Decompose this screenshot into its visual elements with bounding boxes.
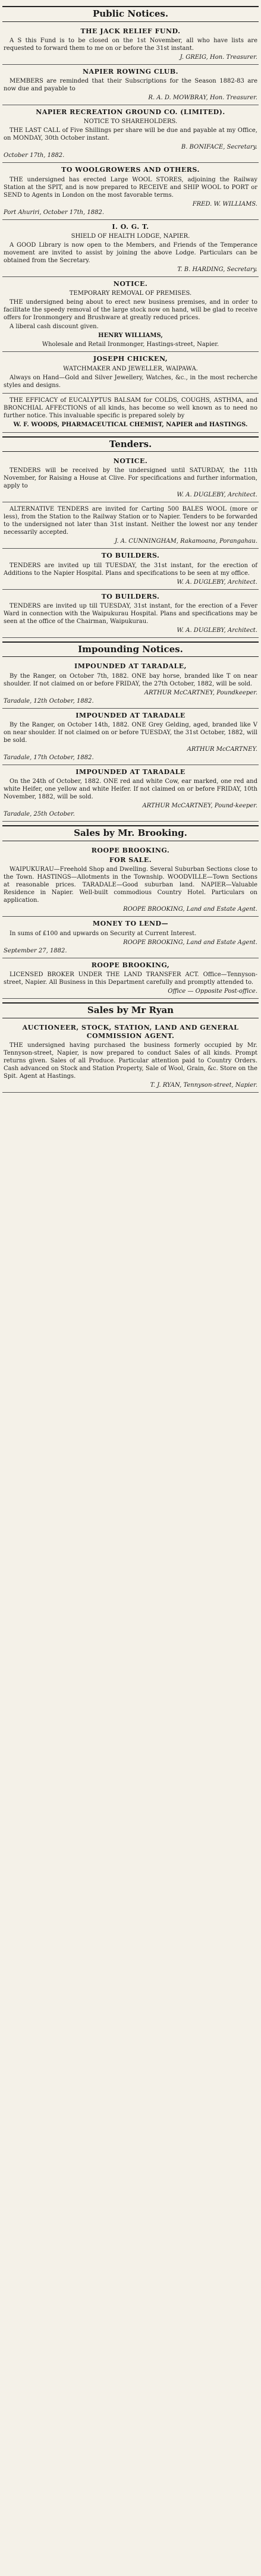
ad-signature: W. A. DUGLEBY, Architect. bbox=[177, 578, 257, 586]
newspaper-page bbox=[2, 0, 259, 1095]
ad-signature: T. J. RYAN, Tennyson-street, Napier. bbox=[150, 1082, 257, 1089]
brooking-header: Sales by Mr. Brooking. bbox=[2, 825, 259, 841]
ad-body: THE undersigned being about to erect new business premises, and in order to facilitate the speedy removal of the large stock now on hand, will be glad to receive offers for Ironmongery and Brushware at greatly reduced prices. bbox=[4, 299, 257, 322]
ad-title: IMPOUNDED AT TARADALE, bbox=[74, 662, 187, 671]
ad-date: Taradale, 17th October, 1882. bbox=[4, 754, 94, 762]
ad-body: A S this Fund is to be closed on the 1st November, all who have lists are requested to forward them to me on or before the 31st instant. bbox=[4, 37, 257, 52]
ad-body: TENDERS will be received by the undersigned until SATURDAY, the 11th November, for Raising a House at Clive. For specifications and further information, apply to bbox=[4, 467, 257, 490]
tender-bales-ad bbox=[2, 502, 259, 549]
ad-body: THE undersigned having purchased the business formerly occupied by Mr. Tennyson-street, Napier, is now prepared to conduct Sales of all kinds. Prompt returns given. Sales of all Produce. Particular attention paid to Country Orders. Cash advanced on Stock and Station Property, Sale of Wool, Grain, &c. Store on the Spit. Agent at Hastings. bbox=[4, 1042, 257, 1080]
ad-signature: ROOPE BROOKING, Land and Estate Agent. bbox=[123, 939, 257, 946]
jack-relief-ad bbox=[2, 24, 259, 65]
ad-signature: J. GREIG, Hon. Treasurer. bbox=[180, 54, 257, 61]
ad-date: September 27, 1882. bbox=[4, 947, 67, 954]
ad-title: MONEY TO LEND— bbox=[92, 920, 169, 928]
ad-title: ROOPE BROOKING. bbox=[91, 846, 170, 854]
ad-title: THE JACK RELIEF FUND. bbox=[80, 27, 181, 35]
tender-builders-2-ad bbox=[2, 590, 259, 638]
ad-body: TENDERS are invited up till TUESDAY, 31st instant, for the erection of a Fever Ward in connection with the Waipukurau Hospital. Plans and specifications may be seen at the office of the Chairman, Waipukurau. bbox=[4, 602, 257, 625]
tenders-header: Tenders. bbox=[2, 436, 259, 452]
ad-title: AUCTIONEER, STOCK, STATION, LAND AND GENERAL COMMISSION AGENT. bbox=[22, 1023, 239, 1040]
brooking-for-sale-ad bbox=[2, 844, 259, 917]
ad-signature: FRED. W. WILLIAMS. bbox=[192, 200, 257, 207]
ad-subtitle: FOR SALE. bbox=[109, 856, 152, 864]
ad-body: By the Ranger, on October 14th, 1882. ONE Grey Gelding, aged, branded like V on near shoulder. If not claimed on or before TUESDAY, the 31st October, 1882, will be sold. bbox=[4, 722, 257, 744]
ad-body: On the 24th of October, 1882. ONE red and white Cow, ear marked, one red and white Heifer, one yellow and white Heifer. If not claimed on or before FRIDAY, 10th November, 1882, will be sold. bbox=[4, 778, 257, 801]
ad-title: NOTICE. bbox=[113, 457, 148, 465]
ad-title: NAPIER RECREATION GROUND CO. (LIMITED). bbox=[36, 108, 225, 117]
ad-body: ALTERNATIVE TENDERS are invited for Carting 500 BALES WOOL (more or less), from the Station to the Railway Station or to Napier. Tenders to be forwarded to the undersigned not later than 31st instant. Neither the lowest nor any tender necessarily accepted. bbox=[4, 506, 257, 536]
ad-title: TO BUILDERS. bbox=[101, 552, 160, 560]
ad-body: THE EFFICACY of EUCALYPTUS BALSAM for COLDS, COUGHS, ASTHMA, and BRONCHIAL AFFECTIONS of all kinds, has become so well known as to need no further notice. This invaluable specific is prepared solely by bbox=[4, 397, 257, 419]
ad-title: ROOPE BROOKING, bbox=[91, 961, 170, 969]
public-notices-header: Public Notices. bbox=[2, 6, 259, 22]
ad-title: TO BUILDERS. bbox=[101, 592, 160, 600]
eucalyptus-ad bbox=[2, 394, 259, 433]
ad-body: MEMBERS are reminded that their Subscriptions for the Season 1882-83 are now due and payable to bbox=[4, 78, 257, 93]
ad-signature: ROOPE BROOKING, Land and Estate Agent. bbox=[123, 906, 257, 913]
ad-signature: W. A. DUGLEBY, Architect. bbox=[177, 627, 257, 634]
impounding-header: Impounding Notices. bbox=[2, 641, 259, 658]
ad-subtitle: TEMPORARY REMOVAL OF PREMISES. bbox=[69, 290, 192, 297]
tender-builders-1-ad bbox=[2, 549, 259, 589]
ad-signature: Office — Opposite Post-office. bbox=[168, 988, 257, 995]
ad-date: Port Ahuriri, October 17th, 1882. bbox=[4, 209, 105, 216]
ad-body: THE undersigned has erected Large WOOL STORES, adjoining the Railway Station at the SPIT, and is now prepared to RECEIVE and SHIP WOOL to PORT or SEND to Agents in London on the most favorable terms. bbox=[4, 176, 257, 199]
ad-subtitle: NOTICE TO SHAREHOLDERS. bbox=[83, 118, 178, 125]
ad-body: In sums of £100 and upwards on Security at Current Interest. bbox=[10, 930, 197, 937]
impound-3-ad bbox=[2, 765, 259, 822]
ad-signature: R. A. D. MOWBRAY, Hon. Treasurer. bbox=[148, 95, 257, 102]
ad-title: I. O. G. T. bbox=[112, 222, 149, 231]
ad-title: IMPOUNDED AT TARADALE bbox=[76, 711, 185, 719]
ad-body: A GOOD Library is now open to the Members, and Friends of the Temperance movement are invited to assist by joining the above Lodge. Particulars can be obtained from the Secretary. bbox=[4, 241, 257, 264]
temporary-removal-ad bbox=[2, 277, 259, 352]
ad-signature: ARTHUR McCARTNEY, Pound-keeper. bbox=[142, 803, 257, 810]
ad-signature: W. A. DUGLEBY, Architect. bbox=[177, 492, 257, 499]
ad-signature: ARTHUR McCARTNEY, Poundkeeper. bbox=[144, 689, 257, 696]
chicken-jeweller-ad bbox=[2, 352, 259, 393]
brooking-licensed-ad bbox=[2, 958, 259, 999]
ad-title: IMPOUNDED AT TARADALE bbox=[76, 768, 185, 776]
ad-signature: ARTHUR McCARTNEY. bbox=[187, 746, 257, 753]
ad-date: Taradale, 12th October, 1882. bbox=[4, 697, 94, 704]
ad-signature: B. BONIFACE, Secretary. bbox=[181, 144, 257, 151]
ad-body: Always on Hand—Gold and Silver Jewellery, Watches, &c., in the most recherche styles and designs. bbox=[4, 374, 257, 389]
ad-body: THE LAST CALL of Five Shillings per share will be due and payable at my Office, on MONDAY, 30th October instant. bbox=[4, 127, 257, 142]
ad-subtitle: SHIELD OF HEALTH LODGE, NAPIER. bbox=[71, 232, 190, 240]
tender-notice-ad bbox=[2, 454, 259, 502]
ad-body: TENDERS are invited up till TUESDAY, the 31st instant, for the erection of Additions to the Napier Hospital. Plans and specifications to be seen at my office. bbox=[4, 562, 257, 577]
ryan-header: Sales by Mr Ryan bbox=[2, 1002, 259, 1018]
ad-body: LICENSED BROKER UNDER THE LAND TRANSFER ACT. Office—Tennyson-street, Napier. All Business in this Department carefully and promptly attended to. bbox=[4, 971, 257, 986]
ad-title: NOTICE. bbox=[113, 279, 148, 288]
ad-signature: HENRY WILLIAMS, bbox=[98, 332, 163, 339]
ad-signature: J. A. CUNNINGHAM, Rakamoana, Porangahau. bbox=[115, 538, 257, 545]
ad-title: NAPIER ROWING CLUB. bbox=[83, 67, 178, 76]
ad-body: WAIPUKURAU—Freehold Shop and Dwelling. Several Suburban Sections close to the Town. HASTINGS—Allotments in the Township. WOODVILLE—Town Sections at reasonable prices. TARADALE—Good suburban land. NAPIER—Valuable Residence in Napier. Well-built commodious Country Hotel. Particulars on application. bbox=[4, 866, 257, 904]
impound-2-ad bbox=[2, 709, 259, 765]
ad-subtitle: WATCHMAKER AND JEWELLER, WAIPAWA. bbox=[63, 365, 198, 372]
ad-note: A liberal cash discount given. bbox=[10, 323, 99, 331]
ad-body: By the Ranger, on October 7th, 1882. ONE bay horse, branded like T on near shoulder. If not claimed on or before FRIDAY, the 27th October, 1882, will be sold. bbox=[4, 672, 257, 687]
ad-date: Taradale, 25th October. bbox=[4, 811, 75, 818]
recreation-ground-ad bbox=[2, 105, 259, 163]
impound-1-ad bbox=[2, 659, 259, 708]
brooking-money-ad bbox=[2, 917, 259, 958]
ad-sub-signature: Wholesale and Retail Ironmonger, Hastings-street, Napier. bbox=[42, 341, 219, 348]
ad-title: TO WOOLGROWERS AND OTHERS. bbox=[61, 166, 200, 174]
ad-date: October 17th, 1882. bbox=[4, 152, 65, 159]
ryan-ad bbox=[2, 1021, 259, 1093]
iogt-ad bbox=[2, 220, 259, 277]
rowing-club-ad bbox=[2, 65, 259, 105]
ad-signature: W. F. WOODS, PHARMACEUTICAL CHEMIST, NAPIER and HASTINGS. bbox=[13, 421, 248, 428]
woolgrowers-ad bbox=[2, 163, 259, 219]
ad-title: JOSEPH CHICKEN, bbox=[93, 355, 168, 363]
ad-signature: T. B. HARDING, Secretary. bbox=[177, 266, 257, 273]
